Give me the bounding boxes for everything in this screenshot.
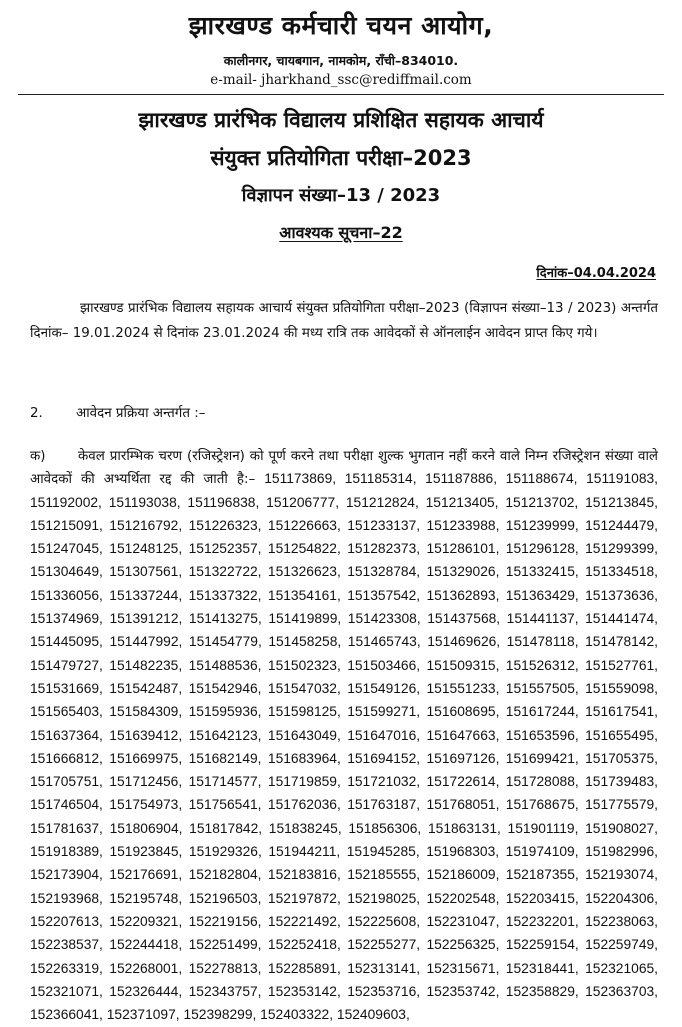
section-number: 2. [30, 406, 43, 421]
notice-date: दिनांक–04.04.2024 [536, 266, 656, 281]
section-heading [30, 403, 205, 421]
section-title: आवेदन प्रक्रिया अन्तर्गत :– [76, 406, 206, 421]
clause-text: केवल प्रारम्भिक चरण (रजिस्ट्रेशन) को पूर्ण करने तथा परीक्षा शुल्क भुगतान नहीं करने वाले निम्न रजिस्ट्रेशन संख्या वाले आवेदकों की अभ्यर्थिता रद्द की जाती है:– [30, 449, 658, 488]
registration-number-list: 151173869, 151185314, 151187886, 151188674, 151191083, 151192002, 151193038, 151196838, 151206777, 151212824, 151213405, 151213702, 151213845, 151215091, 151216792, 151226323, 151226663, 151233137, 151233988, 151239999, 151244479, 151247045, 151248125, 151252357, 151254822, 151282373, 151286101, 151296128, 151299399, 151304649, 151307561, 151322722, 151326623, 151328784, 151329026, 151332415, 151334518, 151336056, 151337244, 151337322, 151354161, 151357542, 151362893, 151363429, 151373636, 151374969, 151391212, 151413275, 151419899, 151423308, 151437568, 151441137, 151441474, 151445095, 151447992, 151454779, 151458258, 151465743, 151469626, 151478118, 151478142, 151479727, 151482235, 151488536, 151502323, 151503466, 151509315, 151526312, 151527761, 151531669, 151542487, 151542946, 151547032, 151549126, 151551233, 151557505, 151559098, 151565403, 151584309, 151595936, 151598125, 151599271, 151608695, 151617244, 151617541, 151637364, 151639412, 151642123, 151643049, 151647016, 151647663, 151653596, 151655495, 151666812, 151669975, 151682149, 151683964, 151694152, 151697126, 151699421, 151705375, 151705751, 151712456, 151714577, 151719859, 151721032, 151722614, 151728088, 151739483, 151746504, 151754973, 151756541, 151762036, 151763187, 151768051, 151768675, 151775579, 151781637, 151806904, 151817842, 151838245, 151856306, 151863131, 151901119, 151908027, 151918389, 151923845, 151929326, 151944211, 151945285, 151968303, 151974109, 151982996, 152173904, 152176691, 152182804, 152183816, 152185555, 152186009, 152187355, 152193074, 152193968, 152195748, 152196503, 152197872, 152198025, 152202548, 152203415, 152204306, 152207613, 152209321, 152219156, 152221492, 152225608, 152231047, 152232201, 152238063, 152238537, 152244418, 152251499, 152252418, 152255277, 152256325, 152259154, 152259749, 152263319, 152268001, 152278813, 152285891, 152313141, 152315671, 152318441, 152321065, 152321071, 152326444, 152343757, 152353142, 152353716, 152353742, 152358829, 152363703, 152366041, 152371097, 152398299, 152403322, 152409603, [30, 471, 658, 1023]
exam-title-line2: संयुक्त प्रतियोगिता परीक्षा–2023 [210, 146, 472, 170]
organization-address: कालीनगर, चायबगान, नामकोम, राँची–834010. [223, 53, 459, 68]
notice-number-text: आवश्यक सूचना–22 [279, 223, 403, 242]
notice-number [0, 221, 682, 243]
clause-label: क) [30, 449, 46, 464]
organization-name: झारखण्ड कर्मचारी चयन आयोग, [188, 11, 494, 40]
header-divider [18, 94, 664, 95]
intro-paragraph: झारखण्ड प्रारंभिक विद्यालय सहायक आचार्य संयुक्त प्रतियोगिता परीक्षा–2023 (विज्ञापन संख्या–13 / 2023) अन्तर्गत दिनांक– 19.01.2024 से दिनांक 23.01.2024 की मध्य रात्रि तक आवेदकों से ऑनलाईन आवेदन प्राप्त किए गये। [30, 301, 658, 341]
organization-email: e-mail- jharkhand_ssc@rediffmail.com [210, 72, 472, 88]
advertisement-number: विज्ञापन संख्या–13 / 2023 [241, 185, 441, 206]
cancelled-registrations-clause [30, 446, 658, 1027]
exam-title-line1: झारखण्ड प्रारंभिक विद्यालय प्रशिक्षित सहायक आचार्य [138, 108, 544, 132]
